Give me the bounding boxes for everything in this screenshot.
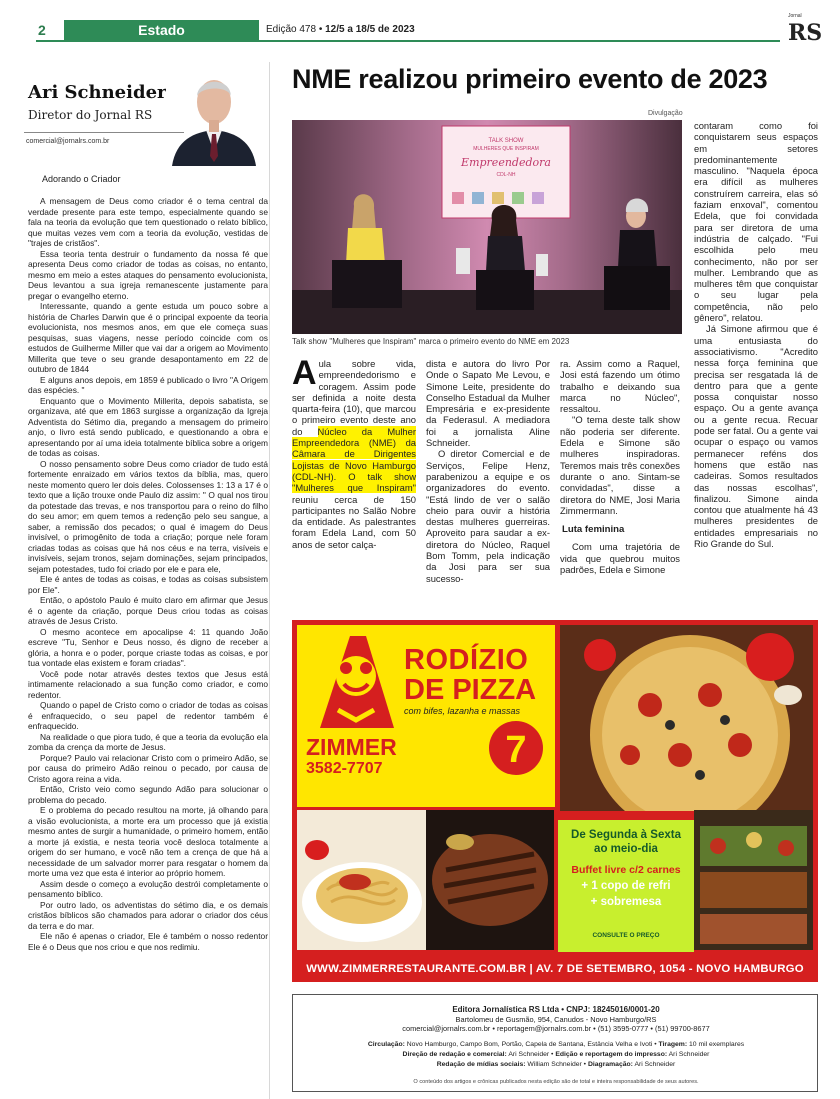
column-paragraph: Enquanto que o Movimento Millerita, depois sabatista, se organizava, até que em 1863 surgisse a organização da Igreja Adventista do Sétimo dia, pregando a mensagem do primeiro anjo, o livro está sendo publicado, e questionando a obra e apresentando por aí uma ideia totalmente bíblica sobre a origem de todas as coisas.	[28, 395, 268, 458]
column-body	[28, 196, 268, 952]
article-headline: NME realizou primeiro evento de 2023	[292, 64, 768, 94]
column-paragraph: Na realidade o que piora tudo, é que a teoria da evolução ela zomba da crença da morte de Jesus.	[28, 731, 268, 752]
article-column-1	[292, 354, 416, 550]
column-paragraph: Assim desde o começo a evolução destrói completamente o pensamento bíblico.	[28, 878, 268, 899]
disclaimer: O conteúdo dos artigos e crônicas publicados nesta edição são de total e inteira responsabilidade de seus autores.	[413, 1079, 699, 1085]
column-paragraph: Interessante, quando a gente estuda um pouco sobre a história de Charles Darwin que é o principal expoente da teoria evolucionista, nos mesmos anos, em que ele começa suas pesquisas, suas viagens, nesse período coincide com os estudos de Guilherme Miller que vai dar a origem ao Movimento Millerita que teve o seu grande desapontamento em 22 de outubro de 1844	[28, 301, 268, 374]
banner-line2: MULHERES QUE INSPIRAM	[473, 146, 539, 152]
banner-line3: Empreendedora	[461, 156, 551, 169]
steak-image	[426, 810, 554, 950]
layout-label: Diagramação:	[587, 1061, 633, 1068]
edition-dates: 12/5 a 18/5 de 2023	[325, 24, 415, 35]
article-column-4	[694, 120, 818, 549]
editing-value: Ari Schneider	[668, 1051, 710, 1058]
ad-subtitle: com bifes, lazanha e massas	[404, 706, 521, 716]
article-text: ula sobre vida, empreendedorismo e coragem. Assim pode ser definida a noite desta quarta-feira (10), que marcou o primeiro evento deste ano do	[292, 358, 416, 437]
column-paragraph: Ele não é apenas o criador, Ele é também o nosso redentor Ele é o Deus que nos criou e que nos redimiu.	[28, 931, 268, 952]
article-column-2	[426, 358, 550, 584]
circulation-label: Circulação:	[367, 1041, 405, 1048]
article-paragraph: ra. Assim como a Raquel, Josi está fazendo um ótimo trabalho e deixando sua marca no Núcleo", ressaltou.	[560, 358, 680, 415]
circulation-value: Novo Hamburgo, Campo Bom, Portão, Capela de Santana, Estância Velha e Ivoti •	[406, 1041, 657, 1048]
column-paragraph: Então, o apóstolo Paulo é muito claro em afirmar que Jesus é o agente da criação, porque Deus criou todas as coisas através de Jesus Cristo.	[28, 595, 268, 626]
ad-footer: WWW.ZIMMERRESTAURANTE.COM.BR | AV. 7 DE SETEMBRO, 1054 - NOVO HAMBURGO	[306, 963, 804, 975]
social-line	[293, 1061, 819, 1068]
column-paragraph: A mensagem de Deus como criador é o tema central da verdade presente para este tempo, especialmente quando se fala na teoria da evolução que tem questionado o relato bíblico, que muitas vezes vem com a teoria da evolução, vestidas de "trajes de cristãos".	[28, 196, 268, 248]
column-paragraph: Quando o papel de Cristo como o criador de todas as coisas é enfraquecido, o seu papel de redentor também é enfraquecido.	[28, 700, 268, 731]
page-header	[0, 0, 840, 52]
direction-label: Direção de redação e comercial:	[402, 1051, 507, 1058]
circulation-line	[293, 1041, 819, 1048]
ad-title-line2: DE PIZZA	[404, 674, 537, 706]
section-tab: Estado	[64, 20, 259, 40]
direction-line	[293, 1051, 819, 1058]
edition-label: Edição 478 •	[266, 24, 323, 35]
pasta-image	[297, 810, 427, 950]
article-text: reuniu cerca de 150 participantes no Salão Nobre da entidade. As palestrantes foram Edela Land, com 50 anos de setor calça-	[292, 493, 416, 550]
restaurant-ad	[292, 620, 818, 982]
drop-cap: A	[292, 354, 317, 392]
banner-line4: CDL-NH	[496, 172, 516, 178]
column-paragraph: Então, Cristo veio como segundo Adão para solucionar o problema do pecado.	[28, 784, 268, 805]
event-photo	[292, 120, 682, 334]
edition-info	[266, 24, 415, 35]
article-paragraph: Já Simone afirmou que é uma entusiasta do associativismo. "Acredito nessa força feminina que precisa ser resgatada lá de dentro para que a gente possa conquistar nosso espaço. Ou a gente avança ou a gente recua. Recuar pode ser fatal. Ou a gente vai ocupar o espaço ou vamos permanecer reféns dos homens que estão nas cadeiras. Somos resultados das nossas escolhas", finalizou. Simone ainda contou que atualmente há 43 mulheres presidentes de entidades empresariais no Rio Grande do Sul.	[694, 323, 818, 549]
ad-title-line1: RODÍZIO	[404, 644, 529, 676]
column-title: Adorando o Criador	[42, 174, 121, 184]
article-paragraph: O diretor Comercial e de Serviços, Felipe Henz, parabenizou a equipe e os organizadores do evento. "Está lindo de ver o salão cheio para ouvir a história destas mulheres guerreiras. Aproveito para saudar a ex-diretora do Núcleo, Raquel Bom Tomm, pela indicação da Josi para ser sua sucesso-	[426, 448, 550, 584]
column-paragraph: E o problema do pecado resultou na morte, já olhando para a visão evolucionista, a morte era um processo que já existia mesmo antes de surgir a humanidade, o primeiro homem, então a morte já existia, e nesta teoria você desloca totalmente a origem do ser humano, e você não tem a crença de que há a necessidade de um salvador morrer para resgatar o homem da morte uma vez que esta é interior ao próprio homem.	[28, 805, 268, 878]
newspaper-logo: RS	[788, 20, 823, 46]
ad-phone: 3582-7707	[306, 760, 383, 777]
author-divider	[24, 132, 184, 133]
column-paragraph: Porque? Paulo vai relacionar Cristo com o primeiro Adão, se por causa do primeiro Adão reinou o pecado, por causa de Cristo agora reina a vida.	[28, 752, 268, 784]
ad-buffet: Buffet livre c/2 carnes	[571, 864, 681, 876]
social-value: William Schneider •	[527, 1061, 587, 1068]
ad-badge-number: 7	[505, 729, 527, 771]
layout-value: Ari Schneider	[634, 1061, 676, 1068]
ad-hours-line2: ao meio-dia	[594, 843, 658, 855]
publisher-name: Editora Jornalística RS Ltda • CNPJ: 18245016/0001-20	[452, 1005, 660, 1014]
ad-price-note: CONSULTE O PREÇO	[592, 932, 660, 939]
column-paragraph: Por outro lado, os adventistas do sétimo dia, e os demais cristãos bíblicos são chamados para adorar o criador dos céus da terra e do mar.	[28, 899, 268, 931]
column-paragraph: E alguns anos depois, em 1859 é publicado o livro "A Origem das espécies. "	[28, 374, 268, 395]
article-paragraph: Com uma trajetória de vida que quebrou muitos padrões, Edela e Simone	[560, 541, 680, 576]
publisher-address: Bartolomeu de Gusmão, 954, Canudos - Novo Hamburgo/RS	[455, 1015, 657, 1024]
ad-hours	[558, 828, 694, 856]
column-paragraph: O mesmo acontece em apocalipse 4: 11 quando João escreve "Tu, Senhor e Deus nosso, és digno de receber a glória, a honra e o poder, porque criaste todas as coisas, e por tua vontade elas existem e foram criadas".	[28, 626, 268, 668]
opinion-column	[24, 62, 270, 1099]
chef-mascot-icon	[310, 628, 400, 732]
photo-caption: Talk show "Mulheres que Inspiram" marca o primeiro evento do NME em 2023	[292, 337, 570, 346]
photo-credit: Divulgação	[648, 110, 683, 117]
column-paragraph: Ele é antes de todas as coisas, e todas as coisas subsistem por Ele".	[28, 574, 268, 595]
author-email: comercial@jornalrs.com.br	[26, 138, 110, 145]
article-paragraph: "O tema deste talk show não poderia ser diferente. Edela e Simone são mulheres inspiradoras. Teremos mais três conexões durante o ano. Sintam-se convidadas", disse a diretora do NME, Josi Maria Zimmermann.	[560, 414, 680, 516]
header-rule	[36, 40, 780, 42]
logo-small-text: Jornal	[788, 13, 802, 19]
author-photo	[166, 66, 262, 166]
highlighted-text: Núcleo da Mulher Empreendedora (NME) da Câmara de Dirigentes Lojistas de Novo Hamburgo (CDL-NH). O talk show "Mulheres que Inspiram"	[292, 425, 416, 494]
ad-badge	[488, 720, 544, 776]
pizza-image	[560, 625, 813, 811]
ad-hours-line1: De Segunda à Sexta	[571, 829, 681, 841]
social-label: Redação de mídias sociais:	[436, 1061, 526, 1068]
print-run-label: Tiragem:	[658, 1041, 688, 1048]
author-name: Ari Schneider	[28, 82, 167, 103]
ad-extra-dessert: + sobremesa	[590, 896, 662, 908]
article-paragraph: dista e autora do livro Por Onde o Sapato Me Levou, e Simone Leite, presidente do Conselho Estadual da Mulher Empresária e ex-presidente da Federasul. A mediadora foi a jornalista Aline Schneider.	[426, 358, 550, 449]
page-number: 2	[38, 22, 46, 38]
ad-brand: ZIMMER	[306, 734, 397, 760]
publisher-contacts: comercial@jornalrs.com.br • reportagem@jornalrs.com.br • (51) 3595-0777 • (51) 99700-8677	[402, 1024, 710, 1033]
print-run-value: 10 mil exemplares	[689, 1041, 745, 1048]
banner-line1: TALK SHOW	[488, 138, 524, 144]
article-paragraph: contaram como foi conquistarem seus espaços em setores predominantemente masculino. "Naquela época era difícil as mulheres construírem carreira, elas só faziam enxoval", comentou Edela, que foi convidada para ser diretora de uma indústria de calçado. "Fui escolhida pelo meu conhecimento, não por ser mulher. Lembrando que as mulheres têm que conquistar o seu lugar pela competência, não pelo gênero", relatou.	[694, 120, 818, 324]
skewers-image	[694, 810, 813, 950]
direction-value: Ari Schneider •	[508, 1051, 554, 1058]
column-paragraph: Essa teoria tenta destruir o fundamento da nossa fé que apresenta Deus como criador de todas as coisas, no entanto, mesmo em meio a estes ataques do pensamento evolucionista, Deus levantou a sua igreja remanescente justamente para pregar o evangelho eterno.	[28, 248, 268, 301]
editing-label: Edição e reportagem do impresso:	[555, 1051, 668, 1058]
subheading: Luta feminina	[562, 524, 625, 536]
column-paragraph: Você pode notar através destes textos que Jesus está intimamente relacionado a sua função como criador, e como redentor.	[28, 668, 268, 700]
author-role: Diretor do Jornal RS	[28, 108, 153, 122]
article-column-3	[560, 358, 680, 575]
ad-extra-drink: + 1 copo de refri	[581, 880, 671, 892]
column-paragraph: O nosso pensamento sobre Deus como criador de tudo está fortemente enraizado em vários textos da bíblia, mas, quero neste momento quero ler dois deles. Colossenses 1: 13 a 17 é o texto que a lição trouxe onde Paulo diz assim: " O qual nos tirou da potestade das trevas, e nos transportou para o reino do filho do seu amor; em quem temos a redenção pelo seu sangue, a saber, a remissão dos pecados; o qual é imagem do Deus invisível, o primogênito de toda a criação; porque nele foram criadas todas as coisas que há nos céus e na terra, visíveis e invisíveis, sejam tronos, sejam dominações, sejam principados, sejam potestades, tudo foi criado por ele e para ele,	[28, 458, 268, 574]
masthead-box	[292, 994, 818, 1092]
